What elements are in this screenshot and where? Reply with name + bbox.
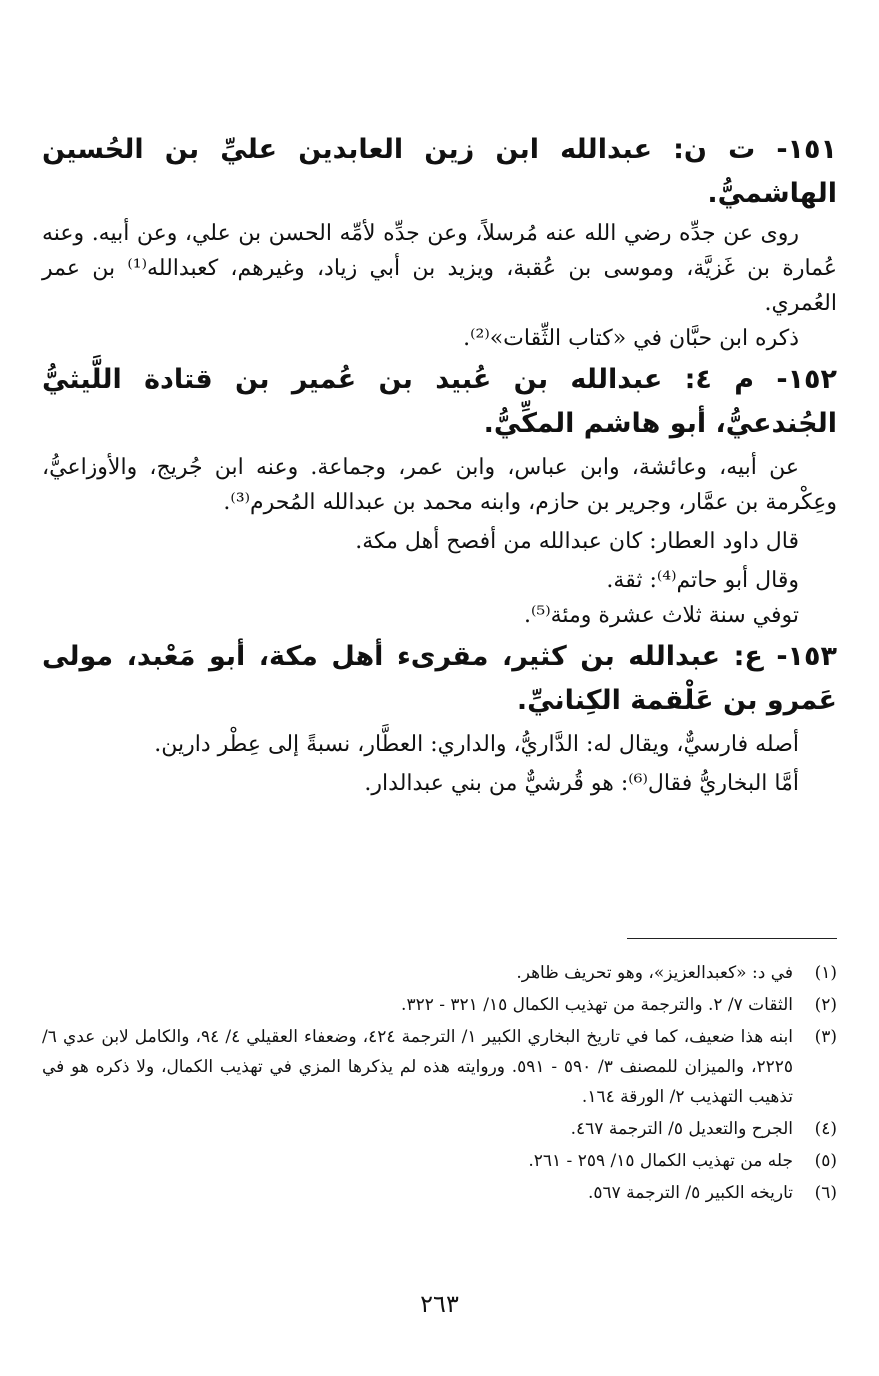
footnote-item xyxy=(42,1178,837,1208)
entry-paragraph: أمَّا البخاريُّ فقال⁽⁶⁾: هو قُرشيٌّ من بني عبدالدار. xyxy=(364,771,799,796)
footnote-text: الثقات ٧/ ٢. والترجمة من تهذيب الكمال ١٥/ ٣٢١ - ٣٢٢. xyxy=(401,995,793,1015)
footnote-text: ابنه هذا ضعيف، كما في تاريخ البخاري الكبير ١/ الترجمة ٤٢٤، وضعفاء العقيلي ٤/ ٩٤، والكامل لابن عدي ٦/ ٢٢٢٥، والميزان للمصنف ٣/ ٥٩٠ - ٥٩١. وروايته هذه لم يذكرها المزي في تهذيب الكمال، ولا ذكره هو في تذهيب التهذيب ٢/ الورقة ١٦٤. xyxy=(42,1027,793,1107)
entry-paragraph: عن أبيه، وعائشة، وابن عباس، وابن عمر، وجماعة. وعنه ابن جُريج، والأوزاعيُّ، وعِكْرمة بن عمَّار، وجرير بن حازم، وابنه محمد بن عبدالله المُحرم⁽³⁾. xyxy=(42,455,837,515)
entry-paragraph: روى عن جدِّه رضي الله عنه مُرسلاً، وعن جدِّه لأمِّه الحسن بن علي، وعن أبيه. وعنه عُمارة بن غَزيَّة، وموسى بن عُقبة، ويزيد بن أبي زياد، وغيرهم، كعبدالله⁽¹⁾ بن عمر العُمري. xyxy=(42,221,838,316)
footnote-text: جله من تهذيب الكمال ١٥/ ٢٥٩ - ٢٦١. xyxy=(528,1151,793,1171)
footnote-text: تاريخه الكبير ٥/ الترجمة ٥٦٧. xyxy=(587,1183,793,1203)
entry-paragraph: أصله فارسيٌّ، ويقال له: الدَّاريُّ، والداري: العطَّار، نسبةً إلى عِطْر دارين. xyxy=(154,732,799,757)
footnote-separator xyxy=(627,938,837,939)
entry-paragraph: وقال أبو حاتم⁽⁴⁾: ثقة. xyxy=(606,568,799,593)
footnote-item xyxy=(42,1022,837,1112)
footnote-number: (١) xyxy=(814,963,837,983)
entry-151 xyxy=(42,128,837,356)
footnote-item xyxy=(42,990,837,1020)
main-text xyxy=(42,128,837,801)
entry-152 xyxy=(42,358,837,633)
footnote-item xyxy=(42,1114,837,1144)
footnote-number: (٣) xyxy=(814,1027,837,1047)
footnote-number: (٢) xyxy=(814,995,837,1015)
entry-heading: ١٥١- ت ن: عبدالله ابن زين العابدين عليِّ بن الحُسين الهاشميُّ. xyxy=(42,134,837,209)
entry-heading: ١٥٣- ع: عبدالله بن كثير، مقرىء أهل مكة، أبو مَعْبد، مولى عَمرو بن عَلْقمة الكِنانيِّ. xyxy=(42,641,837,716)
footnote-number: (٥) xyxy=(814,1151,837,1171)
entry-heading: ١٥٢- م ٤: عبدالله بن عُبيد بن عُمير بن قتادة اللَّيثيُّ الجُندعيُّ، أبو هاشم المكِّيُّ. xyxy=(42,364,838,439)
entry-153 xyxy=(42,635,837,801)
footnote-item xyxy=(42,958,837,988)
footnote-text: في د: «كعبدالعزيز»، وهو تحريف ظاهر. xyxy=(516,963,793,983)
footnote-text: الجرح والتعديل ٥/ الترجمة ٤٦٧. xyxy=(570,1119,793,1139)
page-number: ٢٦٣ xyxy=(420,1290,459,1318)
entry-paragraph: ذكره ابن حبَّان في «كتاب الثِّقات»⁽²⁾. xyxy=(463,326,799,351)
footnote-number: (٦) xyxy=(814,1183,837,1203)
footnotes xyxy=(42,958,837,1210)
entry-paragraph: توفي سنة ثلاث عشرة ومئة⁽⁵⁾. xyxy=(523,603,799,628)
footnote-number: (٤) xyxy=(814,1119,837,1139)
entry-paragraph: قال داود العطار: كان عبدالله من أفصح أهل مكة. xyxy=(355,529,799,554)
footnote-item xyxy=(42,1146,837,1176)
